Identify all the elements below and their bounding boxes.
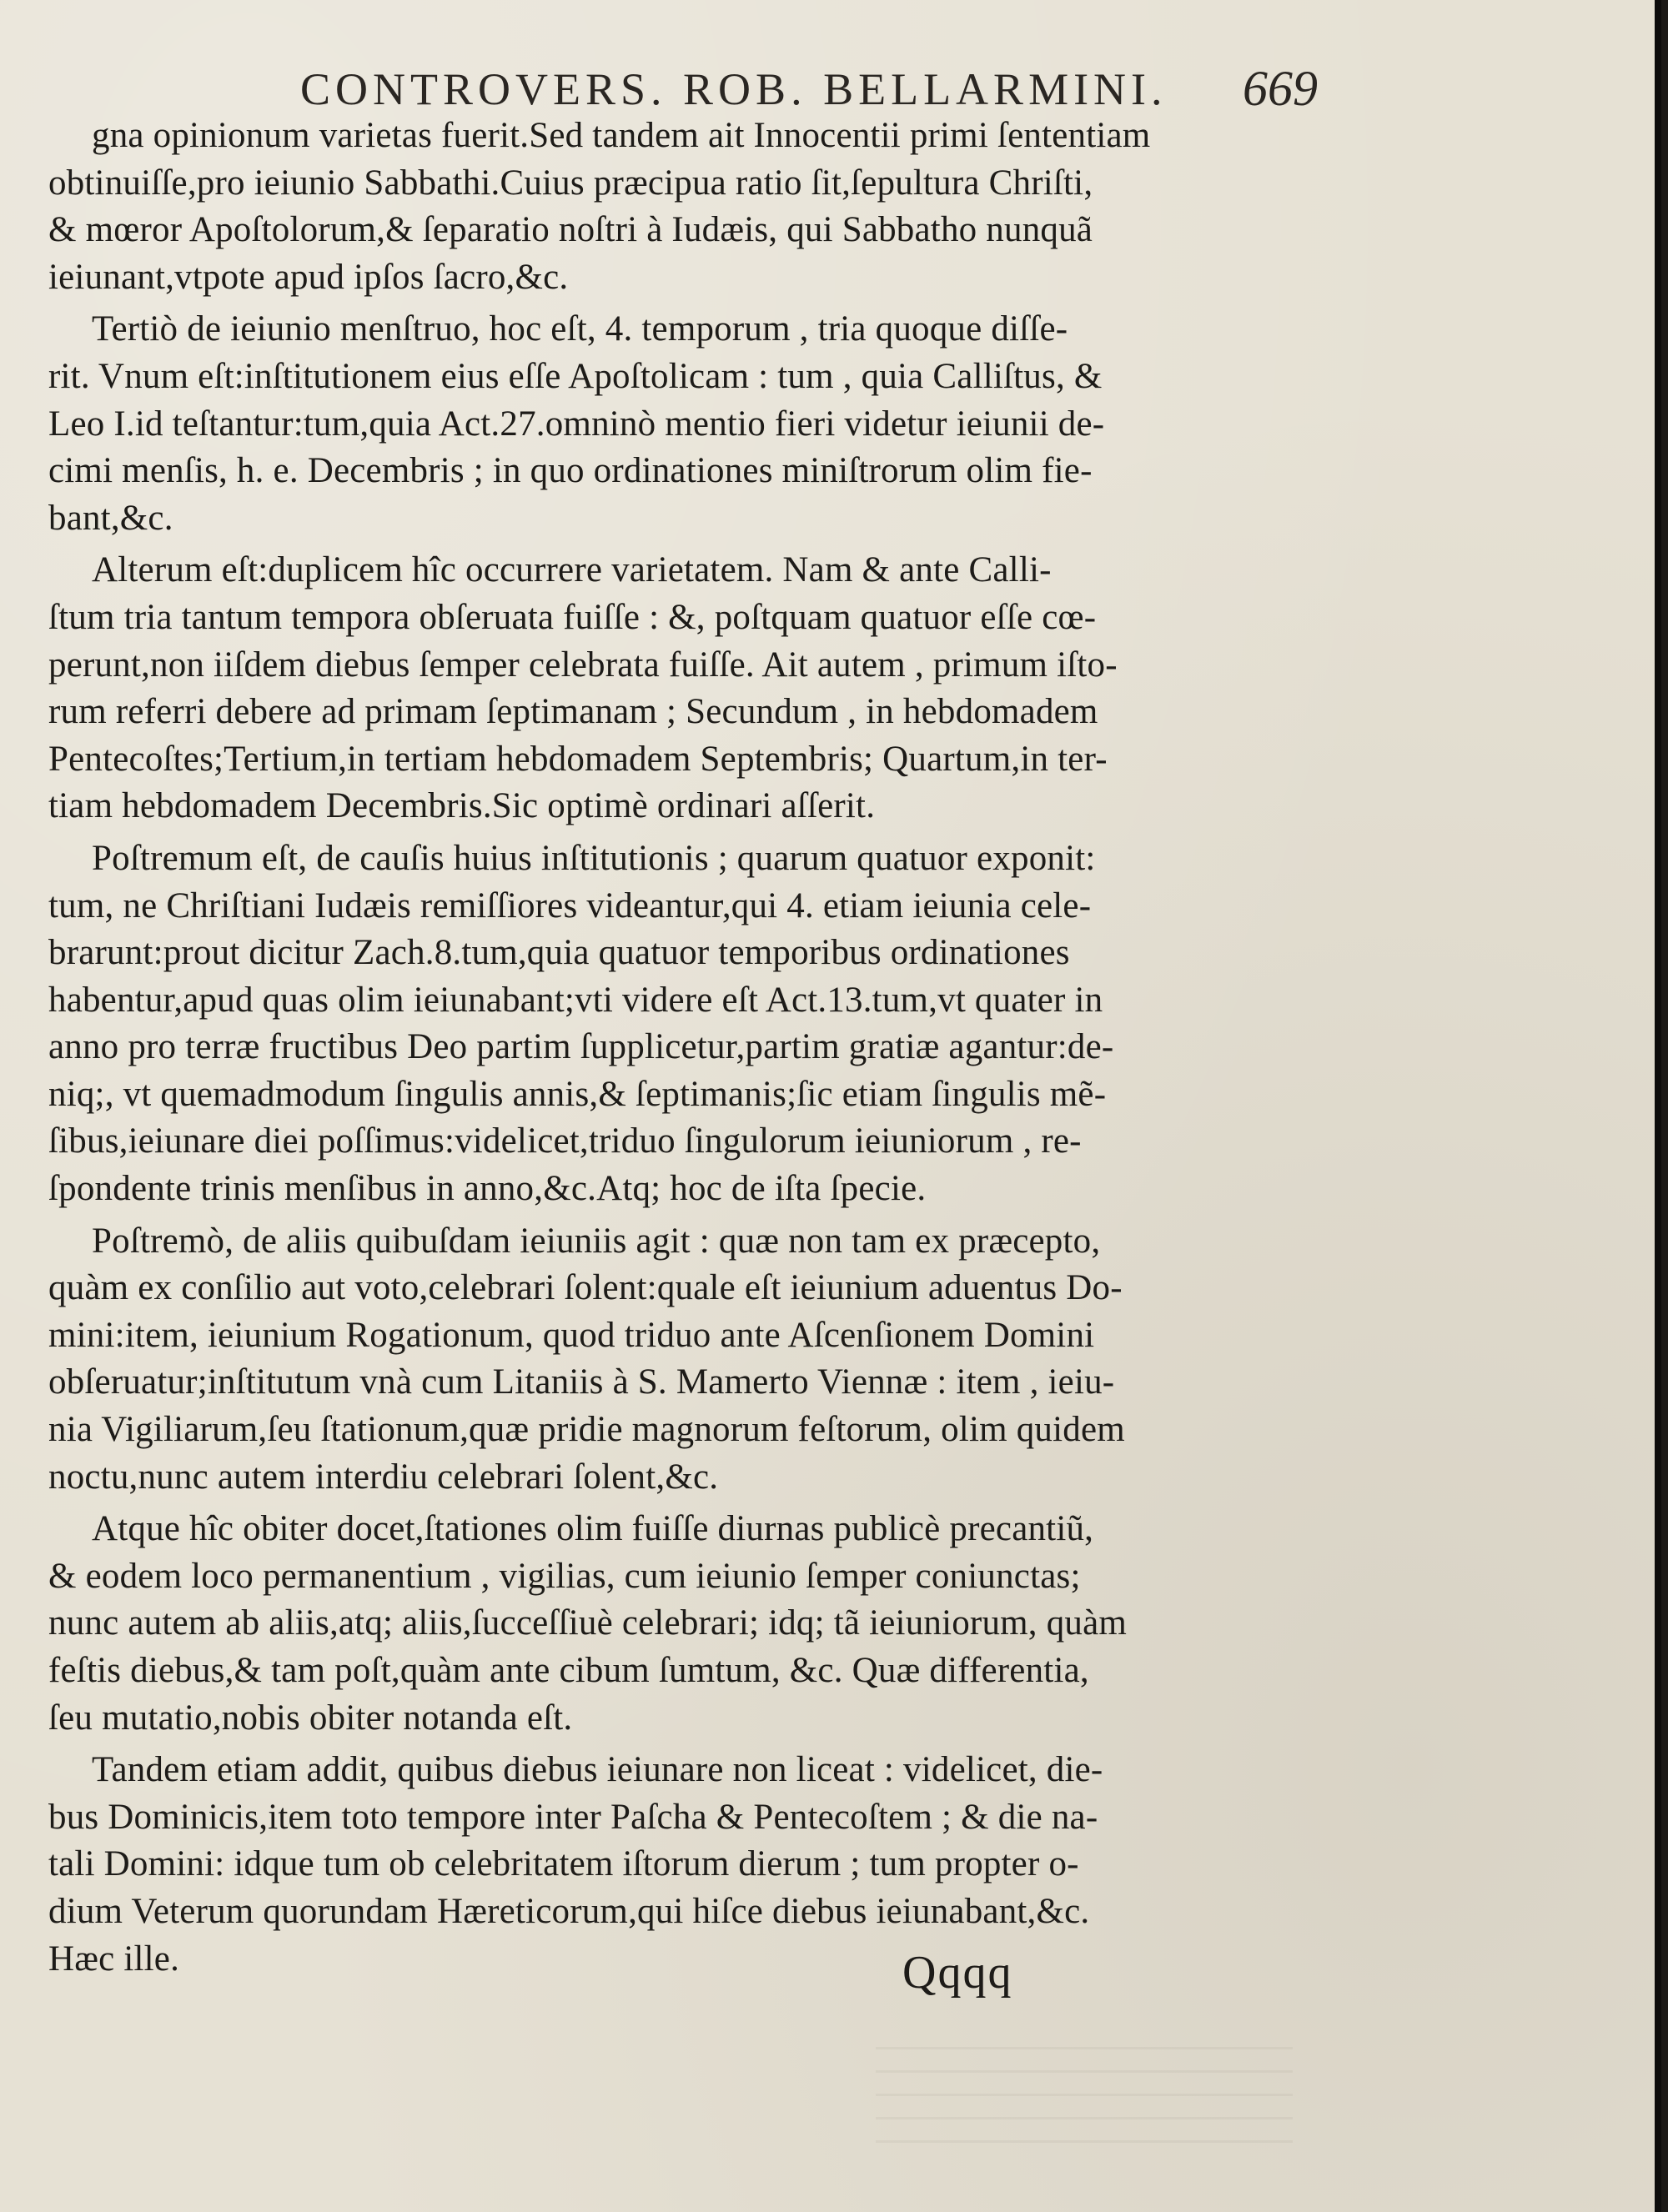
text-line: tali Domini: idque tum ob celebritatem iſtorum dierum ; tum propter o- [48,1844,1079,1884]
text-line: Tandem etiam addit, quibus diebus ieiunare non liceat : videlicet, die- [92,1750,1103,1790]
text-line: quàm ex conſilio aut voto,celebrari ſolent:quale eſt ieiunium aduentus Do- [48,1268,1123,1308]
text-line: noctu,nunc autem interdiu celebrari ſolent,&c. [48,1457,719,1497]
text-line: ſtum tria tantum tempora obſeruata fuiſſe : &, poſtquam quatuor eſſe cœ- [48,597,1097,637]
text-line: Tertiò de ieiunio menſtruo, hoc eſt, 4. temporum , tria quoque diſſe- [92,309,1068,349]
text-line: niq;, vt quemadmodum ſingulis annis,& ſeptimanis;ſic etiam ſingulis mẽ- [48,1074,1107,1114]
text-line: feſtis diebus,& tam poſt,quàm ante cibum ſumtum, &c. Quæ differentia, [48,1651,1089,1690]
text-line: obtinuiſſe,pro ieiunio Sabbathi.Cuius præcipua ratio ſit,ſepultura Chriſti, [48,163,1093,203]
text-line: perunt,non iiſdem diebus ſemper celebrata fuiſſe. Ait autem , primum iſto- [48,645,1118,685]
paragraph-2 [48,306,1333,542]
text-line: habentur,apud quas olim ieiunabant;vti videre eſt Act.13.tum,vt quater in [48,980,1103,1020]
text-line: & eodem loco permanentium , vigilias, cum ieiunio ſemper coniunctas; [48,1556,1081,1596]
text-line: mini:item, ieiunium Rogationum, quod triduo ante Aſcenſionem Domini [48,1315,1095,1355]
text-line: Poſtremò, de aliis quibuſdam ieiuniis agit : quæ non tam ex præcepto, [92,1221,1101,1261]
text-line: tiam hebdomadem Decembris.Sic optimè ordinari aſſerit. [48,786,876,826]
text-line: brarunt:prout dicitur Zach.8.tum,quia quatuor temporibus ordinationes [48,933,1070,973]
gutter-shadow [1655,0,1661,2212]
paragraph-7 [48,1747,1333,1983]
paragraph-4 [48,835,1333,1213]
text-line: nunc autem ab aliis,atq; aliis,ſucceſſiuè celebrari; idq; tã ieiuniorum, quàm [48,1603,1128,1643]
text-line: gna opinionum varietas fuerit.Sed tandem ait Innocentii primi ſententiam [92,116,1151,155]
text-line: Poſtremum eſt, de cauſis huius inſtitutionis ; quarum quatuor exponit: [92,838,1096,878]
show-through-texture [876,2026,1293,2143]
text-line: Leo I.id teſtantur:tum,quia Act.27.omninò mentio fieri videtur ieiunii de- [48,404,1105,444]
text-line: anno pro terræ fructibus Deo partim ſupplicetur,partim gratiæ agantur:de- [48,1027,1114,1067]
text-line: Alterum eſt:duplicem hîc occurrere varietatem. Nam & ante Calli- [92,550,1052,590]
text-line: bus Dominicis,item toto tempore inter Paſcha & Pentecoſtem ; & die na- [48,1797,1098,1837]
text-block [48,113,1333,1983]
paragraph-1 [48,113,1333,301]
text-line: ſibus,ieiunare diei poſſimus:videlicet,triduo ſingulorum ieiuniorum , re- [48,1121,1082,1161]
text-line: Pentecoſtes;Tertium,in tertiam hebdomadem Septembris; Quartum,in ter- [48,739,1108,779]
text-line: ieiunant,vtpote apud ipſos ſacro,&c. [48,257,569,297]
text-line: ſpondente trinis menſibus in anno,&c.Atq; hoc de iſta ſpecie. [48,1169,927,1209]
running-title: CONTROVERS. ROB. BELLARMINI. [300,64,1168,114]
text-line: nia Vigiliarum,ſeu ſtationum,quæ pridie magnorum feſtorum, olim quidem [48,1410,1125,1450]
text-line: rum referri debere ad primam ſeptimanam ; Secundum , in hebdomadem [48,692,1098,732]
catchword: Qqqq [902,1947,1013,1999]
text-line: obſeruatur;inſtitutum vnà cum Litaniis à S. Mamerto Viennæ : item , ieiu- [48,1362,1115,1402]
paragraph-6 [48,1506,1333,1742]
text-line: Atque hîc obiter docet,ſtationes olim fuiſſe diurnas publicè precantiũ, [92,1509,1094,1549]
page-number: 669 [1243,61,1318,116]
paragraph-3 [48,547,1333,830]
text-line: dium Veterum quorundam Hæreticorum,qui hiſce diebus ieiunabant,&c. [48,1891,1090,1931]
text-line: Hæc ille. [48,1939,180,1979]
text-line: cimi menſis, h. e. Decembris ; in quo ordinationes miniſtrorum olim fie- [48,451,1093,491]
text-line: & mœror Apoſtolorum,& ſeparatio noſtri à Iudæis, qui Sabbatho nunquã [48,210,1093,250]
text-line: bant,&c. [48,498,173,538]
text-line: ſeu mutatio,nobis obiter notanda eſt. [48,1698,573,1738]
text-line: rit. Vnum eſt:inſtitutionem eius eſſe Apoſtolicam : tum , quia Calliſtus, & [48,356,1103,396]
paragraph-5 [48,1218,1333,1502]
text-line: tum, ne Chriſtiani Iudæis remiſſiores videantur,qui 4. etiam ieiunia cele- [48,885,1092,925]
